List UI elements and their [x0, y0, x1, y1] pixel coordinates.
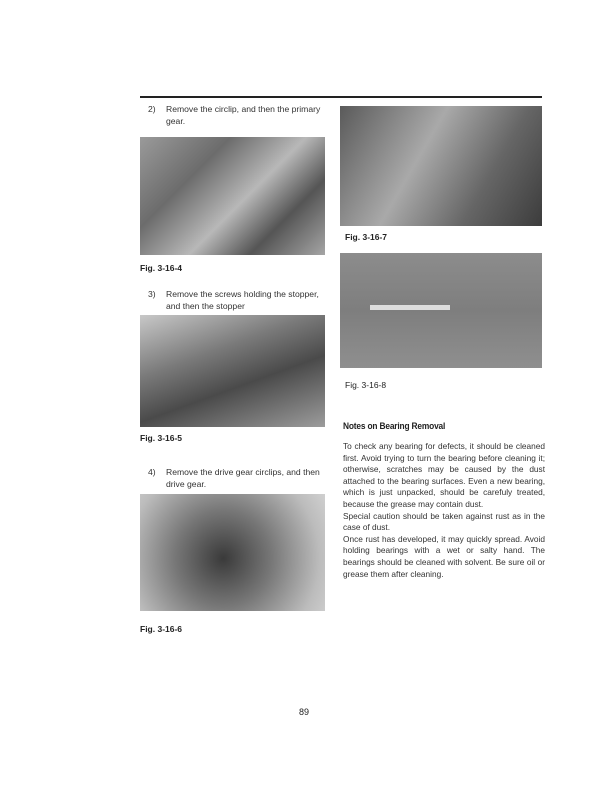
step-text: drive gear.	[166, 479, 207, 489]
step-text: Remove the circlip, and then the primary	[166, 104, 321, 114]
step-text: gear.	[166, 116, 186, 126]
step-number: 4)	[148, 467, 156, 477]
step-2	[148, 103, 338, 129]
figure-caption: Fig. 3-16-8	[345, 380, 387, 390]
notes-body	[343, 441, 545, 580]
section-heading: Notes on Bearing Removal	[343, 421, 446, 432]
figure-caption: Fig. 3-16-4	[140, 263, 183, 273]
step-text: Remove the drive gear circlips, and then	[166, 467, 320, 477]
step-number: 3)	[148, 289, 156, 299]
figure-caption: Fig. 3-16-6	[140, 624, 183, 634]
step-4	[148, 466, 338, 492]
photo-stopper	[140, 315, 325, 427]
photo-crankcase	[340, 106, 542, 226]
step-3	[148, 288, 338, 314]
page-number: 89	[299, 707, 310, 717]
step-number: 2)	[148, 104, 156, 114]
photo-primary-gear	[140, 137, 325, 255]
figure-caption: Fig. 3-16-5	[140, 433, 183, 443]
paragraph: To check any bearing for defects, it should be cleaned first. Avoid trying to turn the bearing before cleaning it; otherwise, scratches may be caused by the dust attached to the bearing surfaces. Even a new bearing, which is just unpacked, should be carefuly treated, because the grease may contain dust.	[343, 441, 545, 509]
photo-drive-gear	[140, 494, 325, 611]
header-rule	[140, 96, 542, 98]
figure-caption: Fig. 3-16-7	[345, 232, 388, 242]
tool-shape	[370, 305, 450, 310]
step-text: Remove the screws holding the stopper,	[166, 289, 319, 299]
paragraph: Once rust has developed, it may quickly spread. Avoid holding bearings with a wet or salty hand. The bearings should be cleaned with solvent. Be sure oil or grease them after cleaning.	[343, 533, 545, 579]
step-text: and then the stopper	[166, 301, 245, 311]
paragraph: Special caution should be taken against rust as in the case of dust.	[343, 510, 545, 533]
photo-bearing-tool	[340, 253, 542, 368]
